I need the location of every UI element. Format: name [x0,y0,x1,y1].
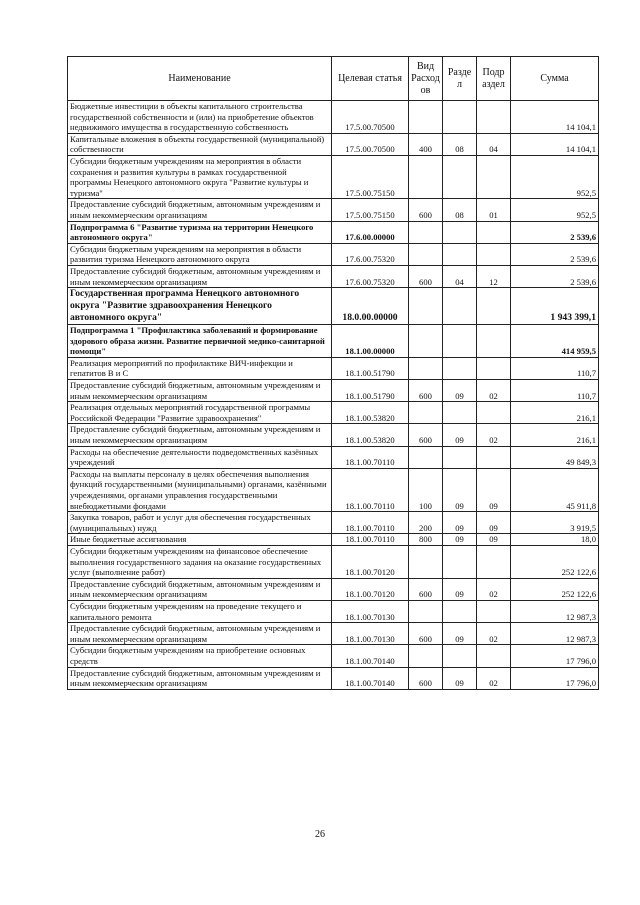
cell-subsection: 02 [477,623,511,645]
cell-subsection: 02 [477,578,511,600]
cell-section: 09 [443,578,477,600]
cell-target: 18.1.00.70120 [332,578,409,600]
cell-name: Капитальные вложения в объекты государственной (муниципальной) собственности [68,133,332,155]
cell-type: 600 [409,380,443,402]
cell-subsection [477,325,511,358]
cell-section: 09 [443,468,477,511]
cell-name: Реализация мероприятий по профилактике ВИЧ-инфекции и гепатитов В и С [68,357,332,379]
cell-sum: 952,5 [511,199,599,221]
table-row [68,357,599,379]
cell-section: 09 [443,667,477,689]
cell-sum: 216,1 [511,424,599,446]
cell-section [443,545,477,578]
cell-section [443,288,477,325]
table-row [68,155,599,198]
cell-subsection: 09 [477,468,511,511]
header-sum: Сумма [511,57,599,101]
table-row [68,534,599,546]
cell-type [409,155,443,198]
cell-type [409,243,443,265]
cell-section [443,402,477,424]
cell-type [409,325,443,358]
header-section: Разде л [443,57,477,101]
cell-subsection: 09 [477,512,511,534]
cell-sum: 12 987,3 [511,600,599,622]
cell-target: 18.1.00.70110 [332,534,409,546]
cell-subsection [477,288,511,325]
cell-subsection [477,402,511,424]
cell-sum: 414 959,5 [511,325,599,358]
cell-subsection: 02 [477,667,511,689]
cell-name: Предоставление субсидий бюджетным, автономным учреждениям и иным некоммерческим организациям [68,578,332,600]
budget-table [67,56,599,690]
cell-subsection [477,221,511,243]
cell-name: Субсидии бюджетным учреждениям на проведение текущего и капитального ремонта [68,600,332,622]
cell-sum: 252 122,6 [511,578,599,600]
cell-sum: 2 539,6 [511,221,599,243]
cell-name: Субсидии бюджетным учреждениям на мероприятия в области развития туризма Ненецкого автономного округа [68,243,332,265]
cell-target: 18.1.00.51790 [332,357,409,379]
cell-type [409,101,443,134]
table-row [68,101,599,134]
cell-type [409,545,443,578]
cell-section: 09 [443,380,477,402]
cell-section [443,446,477,468]
cell-name: Предоставление субсидий бюджетным, автономным учреждениям и иным некоммерческим организациям [68,667,332,689]
cell-type [409,357,443,379]
table-row [68,265,599,287]
cell-section: 09 [443,512,477,534]
cell-subsection [477,545,511,578]
cell-section [443,243,477,265]
cell-subsection [477,101,511,134]
table-row [68,133,599,155]
cell-sum: 14 104,1 [511,101,599,134]
cell-target: 18.1.00.70130 [332,600,409,622]
cell-name: Субсидии бюджетным учреждениям на приобретение основных средств [68,645,332,667]
cell-target: 18.1.00.70110 [332,512,409,534]
cell-section [443,221,477,243]
cell-type [409,645,443,667]
cell-section [443,101,477,134]
table-row [68,600,599,622]
table-row [68,402,599,424]
table-row [68,623,599,645]
table-body [68,101,599,690]
cell-subsection: 04 [477,133,511,155]
table-row [68,424,599,446]
cell-subsection [477,446,511,468]
cell-name: Предоставление субсидий бюджетным, автономным учреждениям и иным некоммерческим организациям [68,380,332,402]
cell-target: 18.1.00.70110 [332,468,409,511]
cell-target: 18.1.00.53820 [332,424,409,446]
cell-type: 600 [409,199,443,221]
header-subsection: Подр аздел [477,57,511,101]
cell-subsection: 12 [477,265,511,287]
cell-target: 18.1.00.70130 [332,623,409,645]
cell-target: 17.6.00.75320 [332,265,409,287]
cell-name: Предоставление субсидий бюджетным, автономным учреждениям и иным некоммерческим организациям [68,623,332,645]
cell-name: Субсидии бюджетным учреждениям на финансовое обеспечение выполнения государственного задания на оказание государственных услуг (выполнение работ) [68,545,332,578]
cell-section [443,325,477,358]
cell-section: 08 [443,133,477,155]
cell-name: Расходы на выплаты персоналу в целях обеспечения выполнения функций государственными (муниципальными) органами, казёнными учреждениями, органами управления государственными внебюджетными фондами [68,468,332,511]
cell-target: 18.1.00.70120 [332,545,409,578]
cell-name: Предоставление субсидий бюджетным, автономным учреждениям и иным некоммерческим организациям [68,424,332,446]
cell-target: 18.1.00.70140 [332,667,409,689]
cell-sum: 110,7 [511,357,599,379]
cell-type [409,402,443,424]
table-row [68,468,599,511]
cell-section: 09 [443,623,477,645]
cell-name: Государственная программа Ненецкого автономного округа "Развитие здравоохранения Ненецкого автономного округа" [68,288,332,325]
cell-type: 800 [409,534,443,546]
table-row [68,325,599,358]
cell-type: 400 [409,133,443,155]
cell-subsection: 01 [477,199,511,221]
cell-target: 17.5.00.75150 [332,199,409,221]
cell-sum: 2 539,6 [511,265,599,287]
cell-sum: 49 849,3 [511,446,599,468]
header-name: Наименование [68,57,332,101]
cell-type: 600 [409,265,443,287]
cell-type: 200 [409,512,443,534]
cell-section [443,357,477,379]
page-number: 26 [315,829,325,840]
cell-type [409,221,443,243]
cell-name: Предоставление субсидий бюджетным, автономным учреждениям и иным некоммерческим организациям [68,265,332,287]
table-row [68,288,599,325]
cell-sum: 14 104,1 [511,133,599,155]
cell-target: 18.1.00.53820 [332,402,409,424]
table-row [68,243,599,265]
cell-sum: 2 539,6 [511,243,599,265]
cell-subsection [477,357,511,379]
cell-name: Реализация отдельных мероприятий государственной программы Российской Федерации "Развитие здравоохранения" [68,402,332,424]
table-row [68,578,599,600]
cell-sum: 216,1 [511,402,599,424]
cell-name: Предоставление субсидий бюджетным, автономным учреждениям и иным некоммерческим организациям [68,199,332,221]
cell-name: Подпрограмма 1 "Профилактика заболеваний и формирование здорового образа жизни. Развитие первичной медико-санитарной помощи" [68,325,332,358]
cell-type [409,446,443,468]
table-row [68,545,599,578]
table-row [68,380,599,402]
cell-sum: 17 796,0 [511,667,599,689]
cell-type: 600 [409,667,443,689]
cell-type: 600 [409,424,443,446]
cell-sum: 252 122,6 [511,545,599,578]
cell-sum: 3 919,5 [511,512,599,534]
cell-sum: 17 796,0 [511,645,599,667]
cell-target: 17.6.00.75320 [332,243,409,265]
header-type: Вид Расход ов [409,57,443,101]
cell-section: 08 [443,199,477,221]
cell-type [409,288,443,325]
cell-target: 18.1.00.51790 [332,380,409,402]
cell-sum: 12 987,3 [511,623,599,645]
cell-name: Закупка товаров, работ и услуг для обеспечения государственных (муниципальных) нужд [68,512,332,534]
table-row [68,221,599,243]
cell-name: Подпрограмма 6 "Развитие туризма на территории Ненецкого автономного округа" [68,221,332,243]
table-row [68,199,599,221]
cell-sum: 45 911,8 [511,468,599,511]
cell-target: 17.5.00.70500 [332,101,409,134]
cell-section [443,600,477,622]
cell-target: 18.1.00.70140 [332,645,409,667]
cell-subsection: 02 [477,380,511,402]
table-row [68,512,599,534]
cell-subsection [477,645,511,667]
header-target: Целевая статья [332,57,409,101]
cell-subsection: 09 [477,534,511,546]
cell-sum: 110,7 [511,380,599,402]
cell-section: 04 [443,265,477,287]
cell-target: 18.1.00.70110 [332,446,409,468]
cell-type [409,600,443,622]
cell-target: 17.5.00.70500 [332,133,409,155]
cell-subsection [477,600,511,622]
cell-section: 09 [443,424,477,446]
table-row [68,667,599,689]
cell-sum: 952,5 [511,155,599,198]
cell-section: 09 [443,534,477,546]
cell-type: 600 [409,578,443,600]
cell-type: 600 [409,623,443,645]
table-row [68,645,599,667]
cell-target: 18.0.00.00000 [332,288,409,325]
cell-section [443,155,477,198]
cell-name: Иные бюджетные ассигнования [68,534,332,546]
cell-type: 100 [409,468,443,511]
cell-subsection [477,243,511,265]
cell-target: 17.5.00.75150 [332,155,409,198]
cell-name: Бюджетные инвестиции в объекты капитального строительства государственной собственности и (или) на приобретение объектов недвижимого имущества в государственную собственность [68,101,332,134]
cell-target: 17.6.00.00000 [332,221,409,243]
cell-section [443,645,477,667]
table-row [68,446,599,468]
cell-name: Расходы на обеспечение деятельности подведомственных казённых учреждений [68,446,332,468]
table-header-row [68,57,599,101]
cell-subsection [477,155,511,198]
cell-name: Субсидии бюджетным учреждениям на мероприятия в области сохранения и развития культуры в рамках государственной программы Ненецкого автономного округа "Развитие культуры и туризма" [68,155,332,198]
cell-target: 18.1.00.00000 [332,325,409,358]
cell-sum: 1 943 399,1 [511,288,599,325]
cell-subsection: 02 [477,424,511,446]
cell-sum: 18,0 [511,534,599,546]
